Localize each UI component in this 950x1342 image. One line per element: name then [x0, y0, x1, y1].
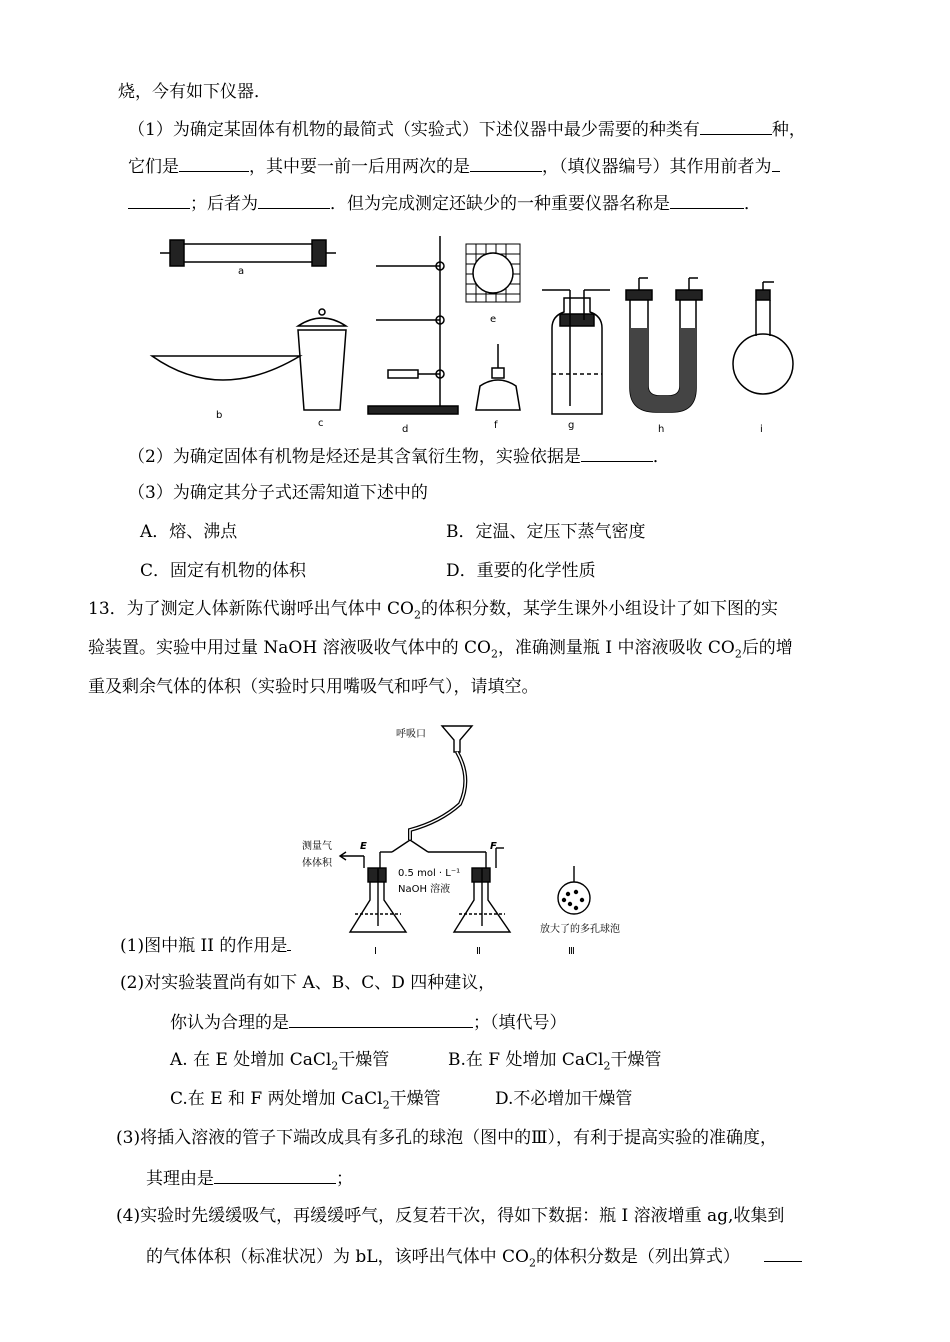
suggestion-c [170, 1087, 441, 1111]
label-II: Ⅱ [476, 946, 481, 957]
q13-sub3: (3)将插入溶液的管子下端改成具有多孔的球泡（图中的Ⅲ），有利于提高实验的准确度， [116, 1128, 777, 1148]
answer-blank-former-start[interactable] [772, 153, 780, 172]
measure-label-2: 体体积 [302, 858, 332, 869]
apparatus-label-h: h [658, 424, 665, 435]
flask-II [454, 848, 510, 932]
q13-line2 [88, 636, 793, 660]
apparatus-label-b: b [216, 410, 223, 421]
answer-blank-latter[interactable] [258, 190, 330, 209]
answer-blank-bottle2[interactable] [287, 932, 291, 951]
q13-sub3-answer [146, 1165, 353, 1191]
measure-label-1: 测量气 [302, 841, 332, 852]
intro-line: 烧，今有如下仪器． [118, 82, 271, 102]
label-III: Ⅲ [568, 946, 575, 957]
y-connector [380, 840, 486, 868]
q13-sub2-answer [170, 1009, 567, 1035]
text: （2）为确定固体有机物是烃还是其含氧衍生物，实验依据是 [128, 447, 581, 467]
text: 其理由是 [146, 1169, 214, 1189]
q12-part1-line2 [128, 153, 780, 179]
option-d: D．重要的化学性质 [446, 561, 596, 581]
text: 干燥管 [338, 1050, 390, 1070]
text: ；（填代号） [473, 1013, 567, 1033]
text: 干燥管 [389, 1089, 441, 1109]
option-b: B．定温、定压下蒸气密度 [446, 522, 646, 542]
apparatus-f-burner [476, 344, 520, 410]
subscript: 2 [528, 1256, 536, 1270]
subscript: 2 [413, 608, 421, 622]
answer-blank-basis[interactable] [581, 443, 653, 462]
text: 它们是 [128, 157, 179, 177]
label-f: F [490, 841, 497, 852]
apparatus-label-a: a [238, 266, 245, 277]
q13-sub4: (4)实验时先缓缓吸气，再缓缓呼气，反复若干次，得如下数据：瓶 I 溶液增重 ag,收集到 [116, 1206, 785, 1226]
text: ． [744, 194, 761, 214]
suggestion-d: D.不必增加干燥管 [495, 1089, 633, 1109]
co2-apparatus-figure [300, 718, 630, 962]
text: 13．为了测定人体新陈代谢呼出气体中 CO [88, 599, 414, 619]
apparatus-label-c: c [318, 418, 324, 429]
apparatus-figure [140, 228, 800, 440]
apparatus-c-crucible [298, 309, 346, 410]
subscript: 2 [734, 647, 742, 661]
apparatus-g-wash-bottle [542, 290, 610, 414]
q13-line3: 重及剩余气体的体积（实验时只用嘴吸气和呼气），请填空。 [88, 677, 539, 697]
q13-sub1 [120, 932, 291, 958]
answer-blank-missing-instrument[interactable] [670, 190, 744, 209]
answer-blank-instruments[interactable] [179, 153, 249, 172]
answer-blank-former[interactable] [128, 190, 190, 209]
text: ，其中要一前一后用两次的是 [249, 157, 470, 177]
q13-sub2: (2)对实验装置尚有如下 A、B、C、D 四种建议， [120, 973, 496, 993]
text: （1）为确定某固体有机物的最简式（实验式）下述仪器中最少需要的种类有 [128, 120, 700, 140]
text: C.在 E 和 F 两处增加 CaCl [170, 1089, 383, 1109]
text: 验装置。实验中用过量 NaOH 溶液吸收气体中的 CO [88, 638, 491, 658]
apparatus-e-gauze [466, 244, 520, 302]
text: B.在 F 处增加 CaCl [448, 1050, 604, 1070]
text: A. 在 E 处增加 CaCl [170, 1050, 332, 1070]
apparatus-i-flask [733, 282, 793, 394]
text: ，准确测量瓶 I 中溶液吸收 CO [497, 638, 735, 658]
text: ．但为完成测定还缺少的一种重要仪器名称是 [330, 194, 670, 214]
apparatus-label-e: e [490, 314, 497, 325]
text: (1)图中瓶 II 的作用是 [120, 936, 288, 956]
apparatus-label-i: i [760, 424, 763, 435]
porous-bubble [558, 866, 590, 914]
option-c: C．固定有机物的体积 [140, 561, 307, 581]
text: 你认为合理的是 [170, 1013, 289, 1033]
label-e: E [360, 841, 367, 852]
naoh-label: NaOH 溶液 [398, 884, 451, 895]
label-I: Ⅰ [374, 946, 377, 957]
q12-part1-line3 [128, 190, 761, 216]
outlet-arrow [340, 852, 364, 860]
text: 的体积分数是（列出算式） [535, 1247, 740, 1267]
text: ． [652, 447, 670, 467]
suggestion-b [448, 1048, 662, 1072]
apparatus-a-tube [160, 240, 336, 266]
apparatus-d-stand [368, 236, 458, 414]
apparatus-b-dish [152, 356, 300, 380]
text: ； [336, 1169, 353, 1189]
text: 干燥管 [610, 1050, 662, 1070]
answer-blank-reason[interactable] [214, 1165, 336, 1184]
answer-blank-formula[interactable] [764, 1243, 802, 1262]
bubble-label: 放大了的多孔球泡 [540, 924, 620, 935]
q12-part1-line1 [128, 116, 806, 142]
answer-blank-count[interactable] [700, 116, 772, 135]
mouthpiece [442, 726, 472, 752]
concentration-label: 0.5 mol · L⁻¹ [398, 868, 461, 879]
q12-part2 [128, 443, 670, 469]
mouth-label: 呼吸口 [396, 729, 426, 740]
answer-blank-twice[interactable] [470, 153, 542, 172]
subscript: 2 [603, 1059, 611, 1073]
apparatus-label-d: d [402, 424, 409, 435]
text: 的体积分数，某学生课外小组设计了如下图的实 [420, 599, 778, 619]
q13-sub4-line2 [146, 1243, 802, 1269]
option-a: A．熔、沸点 [140, 522, 238, 542]
text: 种， [771, 120, 806, 140]
subscript: 2 [382, 1098, 390, 1112]
text: ；后者为 [190, 194, 258, 214]
text: ，（填仪器编号）其作用前者为 [542, 157, 772, 177]
subscript: 2 [490, 647, 498, 661]
text: 后的增 [741, 638, 793, 658]
subscript: 2 [331, 1059, 339, 1073]
q12-part3: （3）为确定其分子式还需知道下述中的 [128, 483, 428, 503]
apparatus-label-f: f [494, 420, 498, 431]
apparatus-h-u-tube [626, 278, 702, 412]
answer-blank-suggestion[interactable] [289, 1009, 473, 1028]
apparatus-label-g: g [568, 420, 575, 431]
text: 的气体体积（标准状况）为 bL，该呼出气体中 CO [146, 1247, 529, 1267]
q13-line1 [88, 597, 778, 621]
suggestion-a [170, 1048, 389, 1072]
